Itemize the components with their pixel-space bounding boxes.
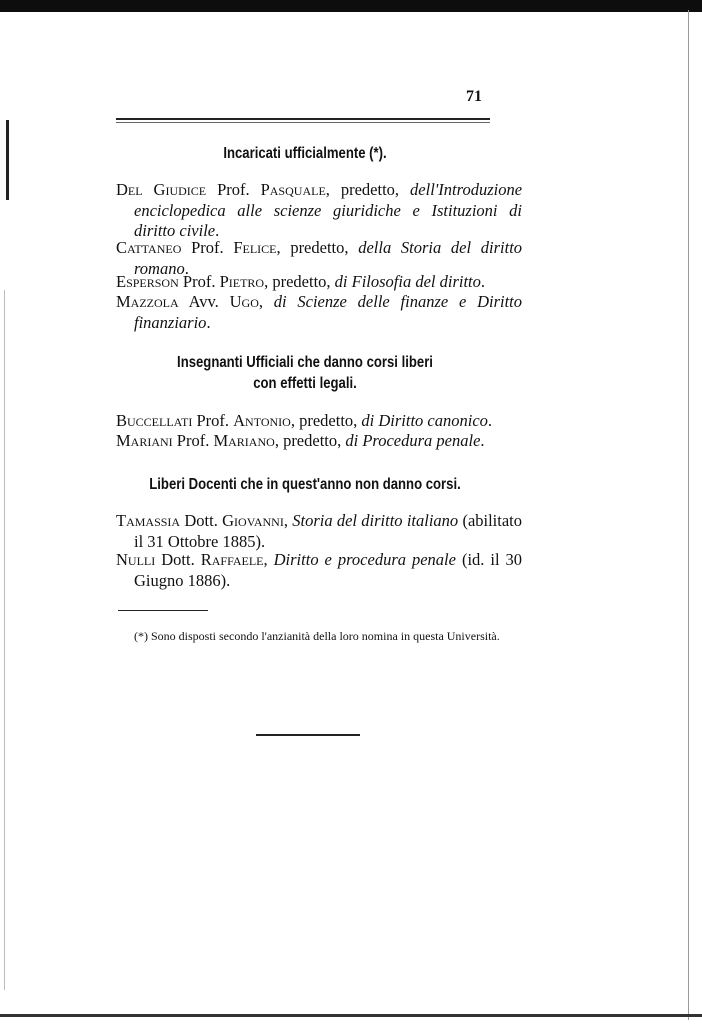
entry-end: . [487, 411, 493, 430]
section-heading-liberi: Liberi Docenti che in quest'anno non danno corsi. [149, 476, 461, 493]
entry-subject: di Filosofia del diritto [334, 272, 481, 291]
entry-given-name: Pietro [219, 272, 265, 291]
entry-note: , predetto, [276, 238, 349, 257]
entry-mariani [116, 431, 522, 452]
entry-end: . [184, 258, 189, 278]
entry-buccellati [116, 411, 522, 432]
entry-subject: dell'Introduzione enciclopedica alle scienze giuridiche e Istituzioni di diritto civile [134, 180, 523, 240]
entry-subject: di Procedura penale [345, 431, 481, 450]
scan-border-top [0, 0, 702, 12]
entry-end: (id. il 30 Giugno 1886). [134, 550, 523, 590]
heading-line-2: con effetti legali. [253, 375, 357, 392]
entry-surname: Del Giudice [116, 180, 207, 199]
entry-surname: Nulli [116, 550, 156, 569]
entry-surname: Esperson [116, 272, 179, 291]
entry-given-name: Antonio [233, 411, 291, 430]
scan-border-bottom [0, 1014, 702, 1017]
footnote: (*) Sono disposti secondo l'anzianità della loro nomina in questa Università. [134, 629, 500, 643]
entry-end: . [480, 272, 485, 291]
footnote-rule [118, 610, 208, 611]
entry-given-name: Pasquale [260, 180, 326, 199]
header-rule [116, 118, 490, 120]
entry-title: Dott. [161, 550, 195, 569]
end-rule [256, 734, 360, 736]
entry-note: , predetto, [264, 272, 331, 291]
entry-end: . [215, 221, 220, 240]
entry-note: , [258, 292, 263, 311]
entry-esperson [116, 272, 522, 293]
entry-subject: Diritto e procedura penale [273, 550, 456, 569]
entry-subject: di Scienze delle finanze e Diritto finanziario [134, 292, 523, 332]
entry-subject: della Storia del diritto romano [134, 238, 523, 278]
entry-surname: Cattaneo [116, 238, 182, 257]
scan-border-left-mark [6, 120, 9, 200]
entry-note: , predetto, [325, 180, 400, 199]
entry-surname: Mariani [116, 431, 173, 450]
entry-title: Dott. [184, 511, 218, 530]
entry-given-name: Felice [233, 238, 277, 257]
heading-line-1: Insegnanti Ufficiali che danno corsi liberi [177, 354, 433, 371]
entry-surname: Buccellati [116, 411, 193, 430]
entry-note: , [263, 550, 268, 569]
entry-title: Prof. [217, 180, 250, 199]
scan-border-right [688, 10, 689, 1020]
entry-note: , predetto, [274, 431, 342, 450]
entry-given-name: Raffaele [200, 550, 264, 569]
entry-end: (abilitato il 31 Ottobre 1885). [134, 511, 523, 551]
entry-note: , predetto, [290, 411, 358, 430]
entry-given-name: Giovanni [222, 511, 284, 530]
entry-given-name: Ugo [229, 292, 259, 311]
entry-title: Prof. [196, 411, 230, 430]
entry-end: . [206, 312, 211, 332]
entry-subject: Storia del diritto italiano [292, 511, 459, 530]
page-number: 71 [466, 88, 482, 105]
scan-border-left [4, 290, 5, 990]
entry-given-name: Mariano [213, 431, 275, 450]
entry-tamassia [116, 511, 522, 552]
entry-end: . [480, 431, 485, 450]
entry-note: , [283, 511, 288, 530]
entry-title: Prof. [176, 431, 210, 450]
entry-title: Prof. [182, 272, 216, 291]
entry-nulli [116, 550, 522, 591]
entry-title: Avv. [188, 292, 219, 311]
entry-mazzola [116, 292, 522, 333]
entry-surname: Mazzola [116, 292, 179, 311]
entry-subject: di Diritto canonico [361, 411, 488, 430]
section-heading-incaricati: Incaricati ufficialmente (*). [223, 145, 387, 162]
entry-title: Prof. [191, 238, 224, 257]
entry-surname: Tamassia [116, 511, 181, 530]
entry-del-giudice [116, 180, 522, 242]
section-heading-insegnanti [145, 352, 465, 394]
